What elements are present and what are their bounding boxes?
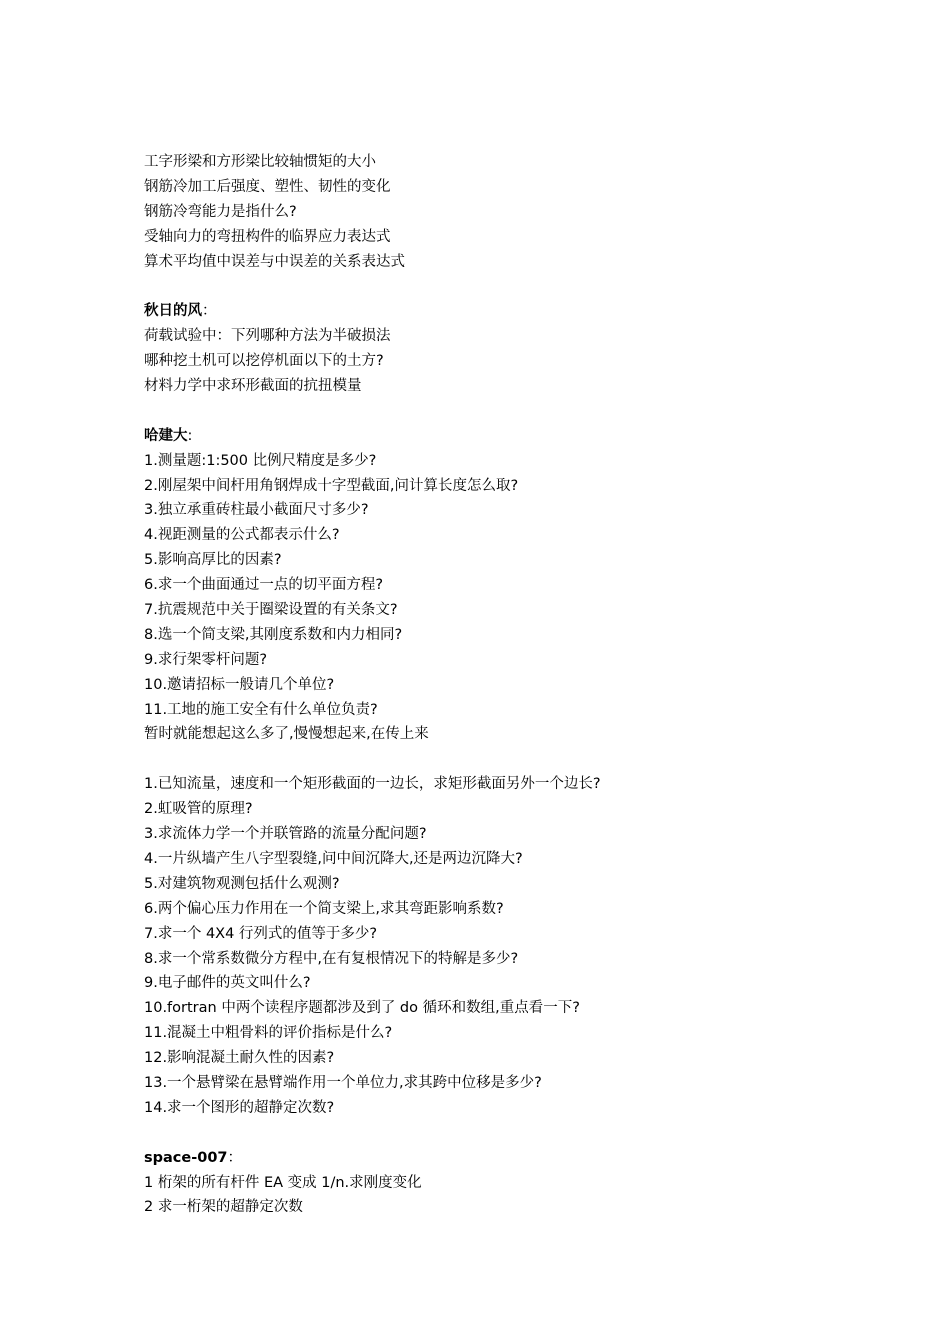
author-name: 哈建大 <box>144 427 188 444</box>
list-item: 4.一片纵墙产生八字型裂缝,问中间沉降大,还是两边沉降大? <box>144 850 523 867</box>
heading-separator: ： <box>227 1149 243 1166</box>
list-item: 1.测量题:1:500 比例尺精度是多少? <box>144 452 377 469</box>
list-item: 5.对建筑物观测包括什么观测? <box>144 875 340 892</box>
text-line: 钢筋冷加工后强度、塑性、韧性的变化 <box>144 178 391 195</box>
heading-separator: ： <box>202 303 217 320</box>
section-heading <box>144 424 904 449</box>
section-heading <box>144 299 904 324</box>
list-item: 10.邀请招标一般请几个单位? <box>144 676 335 693</box>
section-heading <box>144 1146 904 1171</box>
list-item: 11.工地的施工安全有什么单位负责? <box>144 701 378 718</box>
list-item: 6.求一个曲面通过一点的切平面方程? <box>144 577 384 594</box>
list-item: 9.电子邮件的英文叫什么? <box>144 975 311 992</box>
list-item: 10.fortran 中两个读程序题都涉及到了 do 循环和数组,重点看一下? <box>144 1000 580 1017</box>
spacer <box>144 274 904 299</box>
author-name: space-007 <box>144 1149 228 1166</box>
list-item: 12.影响混凝土耐久性的因素? <box>144 1050 335 1067</box>
text-line: 钢筋冷弯能力是指什么? <box>144 203 297 220</box>
text-line: 哪种挖土机可以挖停机面以下的土方? <box>144 353 384 370</box>
list-item: 7.抗震规范中关于圈梁设置的有关条文? <box>144 602 398 619</box>
list-item: 4.视距测量的公式都表示什么? <box>144 527 340 544</box>
list-item: 2.虹吸管的原理? <box>144 801 253 818</box>
list-item: 3.求流体力学一个并联管路的流量分配问题? <box>144 826 427 843</box>
list-item: 1 桁架的所有杆件 EA 变成 1/n.求刚度变化 <box>144 1174 422 1191</box>
heading-separator: : <box>187 427 193 444</box>
list-item: 11.混凝土中粗骨料的评价指标是什么? <box>144 1025 393 1042</box>
list-item: 5.影响高厚比的因素? <box>144 552 282 569</box>
text-line: 工字形梁和方形梁比较轴惯矩的大小 <box>144 154 376 170</box>
list-item: 14.求一个图形的超静定次数? <box>144 1099 335 1116</box>
section-questions <box>144 772 904 1120</box>
list-item: 1.已知流量，速度和一个矩形截面的一边长，求矩形截面另外一个边长? <box>144 776 601 793</box>
list-item: 9.求行架零杆问题? <box>144 651 268 668</box>
list-item: 8.求一个常系数微分方程中,在有复根情况下的特解是多少? <box>144 950 519 967</box>
text-line: 材料力学中求环形截面的抗扭模量 <box>144 378 362 395</box>
section-hajianda <box>144 424 904 748</box>
document-page <box>144 150 904 1220</box>
text-line: 暂时就能想起这么多了,慢慢想起来,在传上来 <box>144 726 429 743</box>
text-line: 荷载试验中：下列哪种方法为半破损法 <box>144 328 391 345</box>
list-item: 2.刚屋架中间杆用角钢焊成十字型截面,问计算长度怎么取? <box>144 477 519 494</box>
list-item: 6.两个偏心压力作用在一个简支梁上,求其弯距影响系数? <box>144 900 504 917</box>
list-item: 8.选一个简支梁,其刚度系数和内力相同? <box>144 626 403 643</box>
list-item: 2 求一桁架的超静定次数 <box>144 1199 303 1216</box>
author-name: 秋日的风 <box>144 303 202 320</box>
text-line: 算术平均值中误差与中误差的关系表达式 <box>144 253 405 270</box>
spacer <box>144 1121 904 1146</box>
text-line: 受轴向力的弯扭构件的临界应力表达式 <box>144 228 391 245</box>
list-item: 7.求一个 4X4 行列式的值等于多少? <box>144 925 378 942</box>
section-qiuri <box>144 299 904 399</box>
intro-block <box>144 150 904 274</box>
spacer <box>144 399 904 424</box>
list-item: 3.独立承重砖柱最小截面尺寸多少? <box>144 502 369 519</box>
section-space007 <box>144 1146 904 1221</box>
list-item: 13.一个悬臂梁在悬臂端作用一个单位力,求其跨中位移是多少? <box>144 1074 542 1091</box>
spacer <box>144 747 904 772</box>
